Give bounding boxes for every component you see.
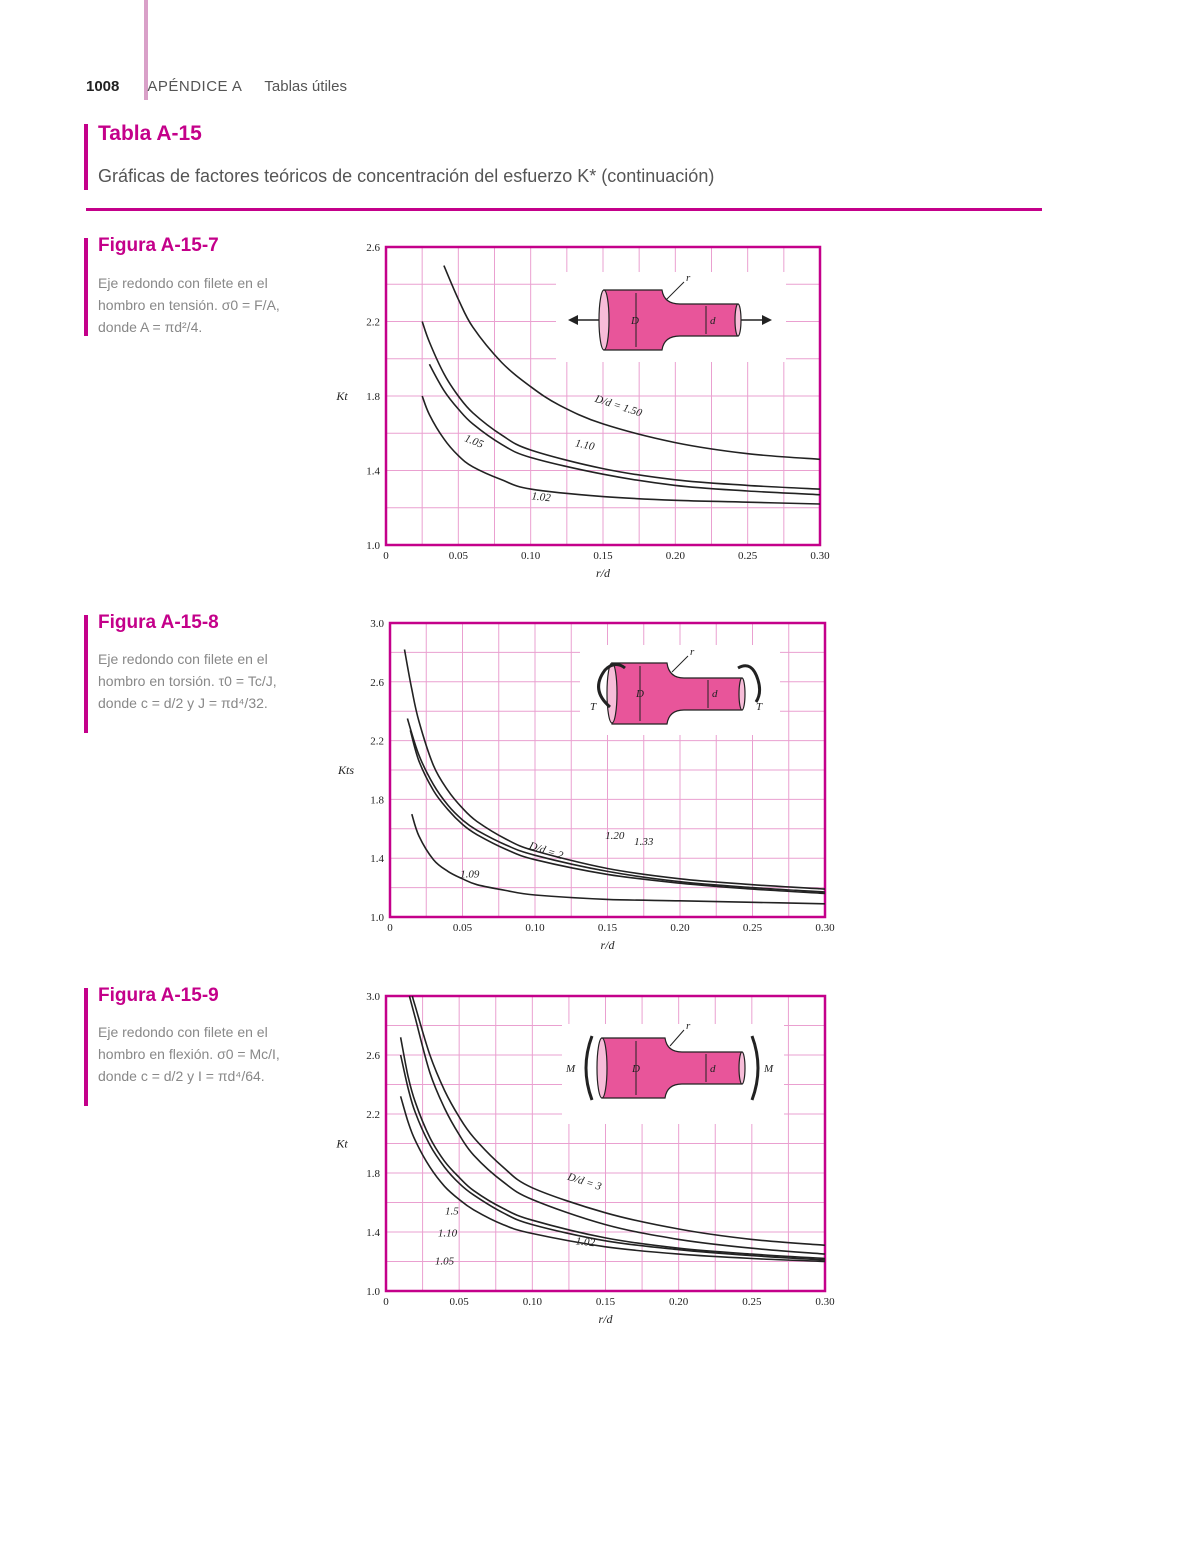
series-label: 1.33 [634, 835, 654, 848]
section-label: APÉNDICE A [147, 78, 243, 95]
series-label: 1.10 [574, 437, 596, 454]
y-tick-label: 2.2 [366, 1109, 380, 1121]
y-tick-label: 1.0 [370, 912, 384, 924]
x-tick-label: 0.05 [448, 550, 468, 562]
x-tick-label: 0.30 [810, 550, 830, 562]
series-label: 1.02 [575, 1235, 596, 1250]
x-tick-label: 0.05 [449, 1296, 469, 1308]
series-label: 1.05 [462, 432, 486, 451]
minor-diameter-label: d [710, 1063, 716, 1075]
series-label: D/d = 1.50 [593, 392, 644, 420]
minor-diameter-label: d [710, 315, 716, 327]
x-tick-label: 0.20 [665, 550, 685, 562]
x-tick-label: 0.25 [738, 550, 758, 562]
x-tick-label: 0.25 [742, 1296, 762, 1308]
torque-right-label: T [756, 701, 763, 713]
x-tick-label: 0 [383, 550, 389, 562]
series-label: D/d = 2 [527, 839, 565, 863]
page-number: 1008 [86, 78, 120, 95]
x-tick-label: 0.15 [597, 922, 618, 934]
x-tick-label: 0.10 [525, 922, 545, 934]
figure-title: Figura A-15-9 [98, 985, 219, 1006]
x-tick-label: 0.25 [742, 922, 763, 934]
x-tick-label: 0.15 [595, 1296, 616, 1308]
series-curve [407, 719, 825, 893]
major-diameter-label: D [636, 688, 644, 700]
y-tick-label: 3.0 [366, 991, 380, 1003]
minor-diameter-label: d [712, 688, 718, 700]
x-axis-label: r/d [600, 938, 615, 952]
series-curve [429, 364, 820, 494]
figure-caption: Eje redondo con filete en el hombro en tensión. σ0 = F/A, donde A = πd²/4. [98, 275, 280, 335]
series-label: 1.09 [460, 868, 480, 881]
y-tick-label: 1.8 [366, 391, 380, 403]
y-tick-label: 2.6 [370, 676, 384, 689]
y-tick-label: 2.6 [366, 1050, 380, 1062]
series-label: 1.05 [434, 1255, 455, 1268]
series-label: 1.20 [605, 830, 625, 843]
y-tick-label: 1.4 [370, 853, 384, 866]
y-tick-label: 1.4 [366, 465, 380, 478]
figure-title: Figura A-15-7 [98, 235, 219, 256]
series-label: 1.10 [437, 1227, 458, 1240]
series-label: D/d = 3 [566, 1170, 603, 1194]
major-diameter-label: D [632, 1063, 640, 1075]
fillet-radius-label: r [690, 646, 695, 658]
torque-left-label: T [590, 701, 597, 713]
x-tick-label: 0.15 [593, 550, 613, 562]
series-label: 1.02 [530, 490, 552, 505]
y-tick-label: 2.2 [366, 316, 380, 329]
x-tick-label: 0.30 [815, 1296, 835, 1308]
x-tick-label: 0.10 [521, 550, 541, 562]
fillet-radius-label: r [686, 1020, 691, 1032]
x-axis-label: r/d [598, 1312, 613, 1326]
x-tick-label: 0 [383, 1296, 389, 1308]
moment-left-label: M [566, 1063, 576, 1075]
y-axis-label: Kt [336, 389, 348, 403]
table-subtitle: Gráficas de factores teóricos de concentración del esfuerzo K* (continuación) [98, 166, 715, 186]
moment-right-label: M [764, 1063, 774, 1075]
y-tick-label: 1.4 [366, 1227, 380, 1239]
y-axis-label: Kts [337, 763, 355, 777]
shaft-bending-inset [562, 1020, 784, 1124]
section-title: Tablas útiles [264, 78, 347, 95]
y-tick-label: 1.0 [366, 1286, 380, 1298]
fillet-radius-label: r [686, 272, 691, 284]
x-tick-label: 0.30 [815, 922, 835, 934]
series-label: 1.5 [444, 1205, 459, 1218]
figure-caption: Eje redondo con filete en el hombro en torsión. τ0 = Tc/J, donde c = d/2 y J = πd⁴/32. [98, 651, 277, 711]
figure-title: Figura A-15-8 [98, 612, 219, 633]
y-tick-label: 3.0 [370, 618, 384, 630]
shaft-torsion-inset [580, 645, 780, 735]
x-tick-label: 0.05 [452, 922, 473, 934]
x-axis-label: r/d [595, 566, 611, 580]
y-tick-label: 1.8 [370, 794, 384, 807]
y-tick-label: 2.2 [370, 735, 384, 748]
x-tick-label: 0 [387, 922, 393, 934]
x-tick-label: 0.20 [669, 1296, 689, 1308]
x-tick-label: 0.10 [522, 1296, 542, 1308]
shaft-tension-inset [556, 272, 786, 362]
table-title: Tabla A-15 [98, 122, 202, 145]
figure-caption: Eje redondo con filete en el hombro en flexión. σ0 = Mc/I, donde c = d/2 y I = πd⁴/64. [98, 1024, 280, 1084]
y-tick-label: 1.0 [366, 540, 380, 552]
major-diameter-label: D [631, 315, 639, 327]
x-tick-label: 0.20 [670, 922, 690, 934]
y-axis-label: Kt [336, 1136, 348, 1151]
y-tick-label: 1.8 [366, 1168, 380, 1180]
y-tick-label: 2.6 [366, 242, 380, 254]
